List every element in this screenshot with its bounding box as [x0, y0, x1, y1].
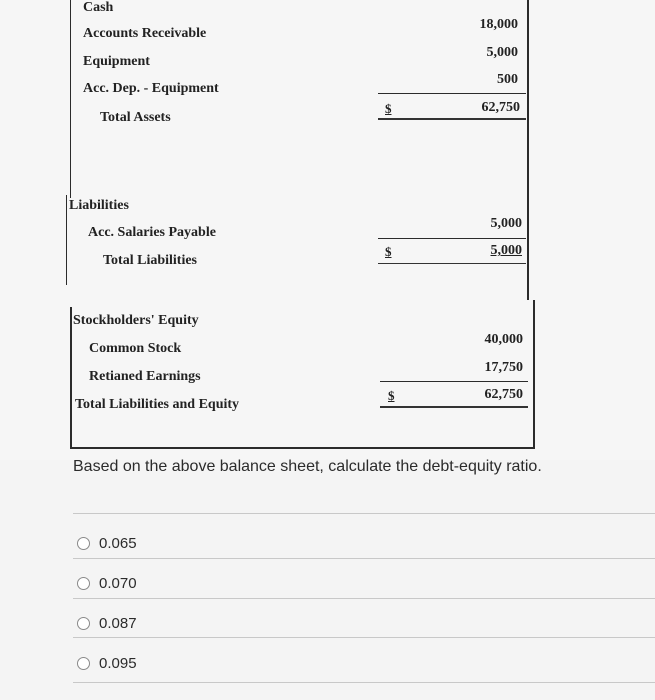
total-liabilities-equity-dollar: $	[388, 388, 395, 403]
acc-salaries-payable-label: Acc. Salaries Payable	[88, 225, 216, 240]
separator-line	[73, 513, 655, 514]
acc-dep-equipment-label: Acc. Dep. - Equipment	[83, 81, 219, 96]
liabilities-subtotal-line	[378, 238, 526, 239]
accounts-receivable-label: Accounts Receivable	[83, 26, 207, 41]
question-text: Based on the above balance sheet, calculate the debt-equity ratio.	[73, 458, 542, 475]
answer-option-label: 0.087	[99, 615, 137, 632]
common-stock-label: Common Stock	[89, 341, 182, 356]
total-assets-double-underline	[378, 118, 526, 120]
radio-button[interactable]	[77, 577, 90, 590]
answer-option-label: 0.070	[99, 575, 137, 592]
liabilities-heading: Liabilities	[69, 198, 129, 213]
stockholders-equity-heading: Stockholders' Equity	[73, 313, 199, 328]
separator-line	[73, 682, 655, 683]
answer-option-1[interactable]	[77, 535, 137, 552]
accounts-receivable-value: 18,000	[479, 17, 518, 32]
total-liabilities-underline	[378, 263, 526, 264]
total-assets-dollar: $	[385, 101, 392, 116]
total-liabilities-equity-label: Total Liabilities and Equity	[75, 397, 240, 412]
acc-salaries-payable-value: 5,000	[490, 216, 522, 231]
liabilities-left-border	[66, 195, 67, 285]
equity-left-border	[70, 307, 72, 448]
equipment-label: Equipment	[83, 54, 150, 69]
total-liabilities-value: 5,000	[490, 243, 522, 258]
answer-option-3[interactable]	[77, 615, 137, 632]
separator-line	[73, 558, 655, 559]
assets-subtotal-line	[378, 93, 526, 94]
separator-line	[73, 637, 655, 638]
common-stock-value: 40,000	[484, 332, 523, 347]
total-liabilities-equity-value: 62,750	[484, 387, 523, 402]
right-border-lower	[533, 300, 535, 448]
total-liabilities-dollar: $	[385, 244, 392, 259]
answer-option-label: 0.065	[99, 535, 137, 552]
retained-earnings-value: 17,750	[484, 360, 523, 375]
answer-option-4[interactable]	[77, 655, 137, 672]
acc-dep-equipment-value: 500	[497, 72, 518, 87]
separator-line	[73, 598, 655, 599]
total-assets-label: Total Assets	[100, 110, 171, 125]
answer-option-label: 0.095	[99, 655, 137, 672]
total-assets-value: 62,750	[481, 100, 520, 115]
radio-button[interactable]	[77, 537, 90, 550]
radio-button[interactable]	[77, 657, 90, 670]
retained-earnings-label: Retianed Earnings	[89, 369, 201, 384]
equity-bottom-border	[70, 447, 535, 449]
equipment-value: 5,000	[486, 45, 518, 60]
right-border	[527, 0, 529, 300]
equity-subtotal-line	[380, 381, 528, 382]
cash-label: Cash	[83, 0, 114, 15]
assets-left-border	[70, 0, 71, 198]
total-liabilities-equity-double-underline	[380, 406, 528, 408]
radio-button[interactable]	[77, 617, 90, 630]
answer-option-2[interactable]	[77, 575, 137, 592]
total-liabilities-label: Total Liabilities	[103, 253, 198, 268]
